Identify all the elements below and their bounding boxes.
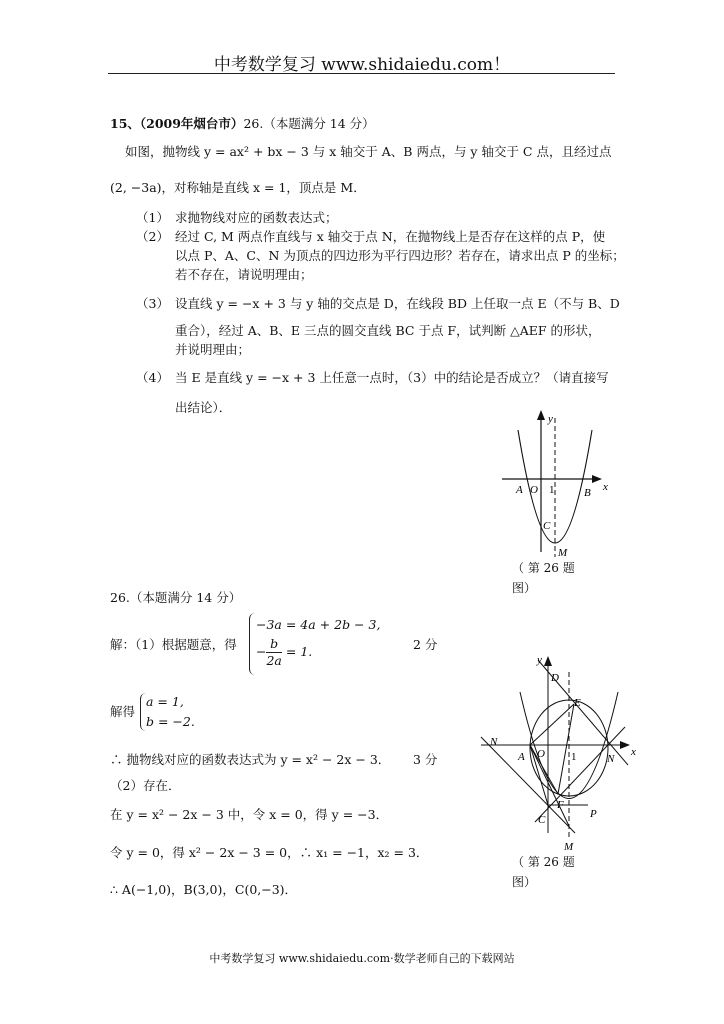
fig1-label-y: y [548,413,553,425]
fig2-label-p: P [590,808,597,820]
figure-2-caption-line2: 图） [512,875,537,889]
fig1-label-b: B [584,487,591,499]
solution-part2-line2: 令 y = 0，得 x² − 2x − 3 = 0，∴ x₁ = −1，x₂ = 3． [110,845,429,860]
page-footer: 中考数学复习 www.shidaiedu.com·数学老师自己的下载网站 [209,952,515,965]
question-2-number: （2） [136,229,169,244]
equation-1: −3a = 4a + 2b − 3, [256,617,381,632]
fig2-label-n-left: N [490,736,498,748]
fig1-label-1: 1 [549,484,555,496]
question-1-text: 求抛物线对应的函数表达式； [175,210,338,225]
fig2-label-e: E [574,697,581,709]
solution-part2-line3: ∴ A(−1,0)，B(3,0)，C(0,−3)． [110,882,298,897]
question-1-number: （1） [136,210,169,225]
question-3-line1: 设直线 y = −x + 3 与 y 轴的交点是 D，在线段 BD 上任取一点 E（不与 B、D [175,296,620,311]
fig2-label-c: C [538,814,546,826]
problem-score: 26.（本题满分 14 分） [243,116,375,131]
conclusion-line: ∴ 抛物线对应的函数表达式为 y = x² − 2x − 3． [110,752,391,767]
figure-1-caption-line1: （ 第 26 题 [512,561,575,575]
question-3-line3: 并说明理由； [175,342,251,357]
fig2-label-x: x [631,746,636,758]
question-2-line3: 若不存在，请说明理由； [175,267,313,282]
solution-heading: 26.（本题满分 14 分） [110,590,242,605]
score-1: 2 分 [413,637,438,652]
fig1-label-m: M [558,547,568,559]
question-4-number: （4） [136,370,169,385]
solution-b: b = −2. [146,714,195,729]
equation-2-rhs: = 1. [285,644,313,659]
solution-part2: （2）存在． [110,778,181,793]
question-4-line1: 当 E 是直线 y = −x + 3 上任意一点时，（3）中的结论是否成立？（请直接写 [175,370,609,385]
question-3-number: （3） [136,296,169,311]
fig2-label-f: F [557,799,564,811]
fig1-label-o: O [530,484,538,496]
question-2-line2: 以点 P、A、C、N 为顶点的四边形为平行四边形？若存在，请求出点 P 的坐标； [175,248,625,263]
fig2-label-a: A [518,751,525,763]
fraction-denominator: 2a [266,653,282,668]
fraction-numerator: b [266,636,281,653]
page-header: 中考数学复习 www.shidaiedu.com！ [213,55,511,75]
fig2-label-y: y [537,654,542,666]
question-2-line1: 经过 C, M 两点作直线与 x 轴交于点 N，在抛物线上是否存在这样的点 P，使 [175,229,606,244]
fig2-label-m: M [564,841,574,853]
problem-intro-line2: (2, −3a)，对称轴是直线 x = 1，顶点是 M． [110,180,366,195]
fig1-label-c: C [543,520,551,532]
figure-1-caption-line2: 图） [512,581,537,595]
problem-intro-line1: 如图，抛物线 y = ax² + bx − 3 与 x 轴交于 A、B 两点，与 y 轴交于 C 点，且经过点 [125,144,612,159]
solved-label: 解得 [110,704,136,719]
figure-2-caption-line1: （ 第 26 题 [512,855,575,869]
solution-a: a = 1, [146,694,184,709]
fig1-label-x: x [603,481,608,493]
fig2-label-n-right: N [607,753,615,765]
solution-part2-line1: 在 y = x² − 2x − 3 中，令 x = 0，得 y = −3． [110,807,389,822]
problem-source: 15、（2009年烟台市） [110,116,244,131]
question-4-line2: 出结论）． [175,400,232,415]
fig2-label-d: D [551,672,559,684]
fig2-label-1: 1 [571,751,577,763]
fig2-label-o: O [537,748,545,760]
fig1-label-a: A [516,484,523,496]
question-3-line2: 重合），经过 A、B、E 三点的圆交直线 BC 于点 F，试判断 △AEF 的形状， [175,323,601,338]
score-2: 3 分 [413,752,438,767]
solution-part1-label: 解：（1）根据题意，得 [110,637,237,652]
equation-2-sign: − [256,644,267,659]
